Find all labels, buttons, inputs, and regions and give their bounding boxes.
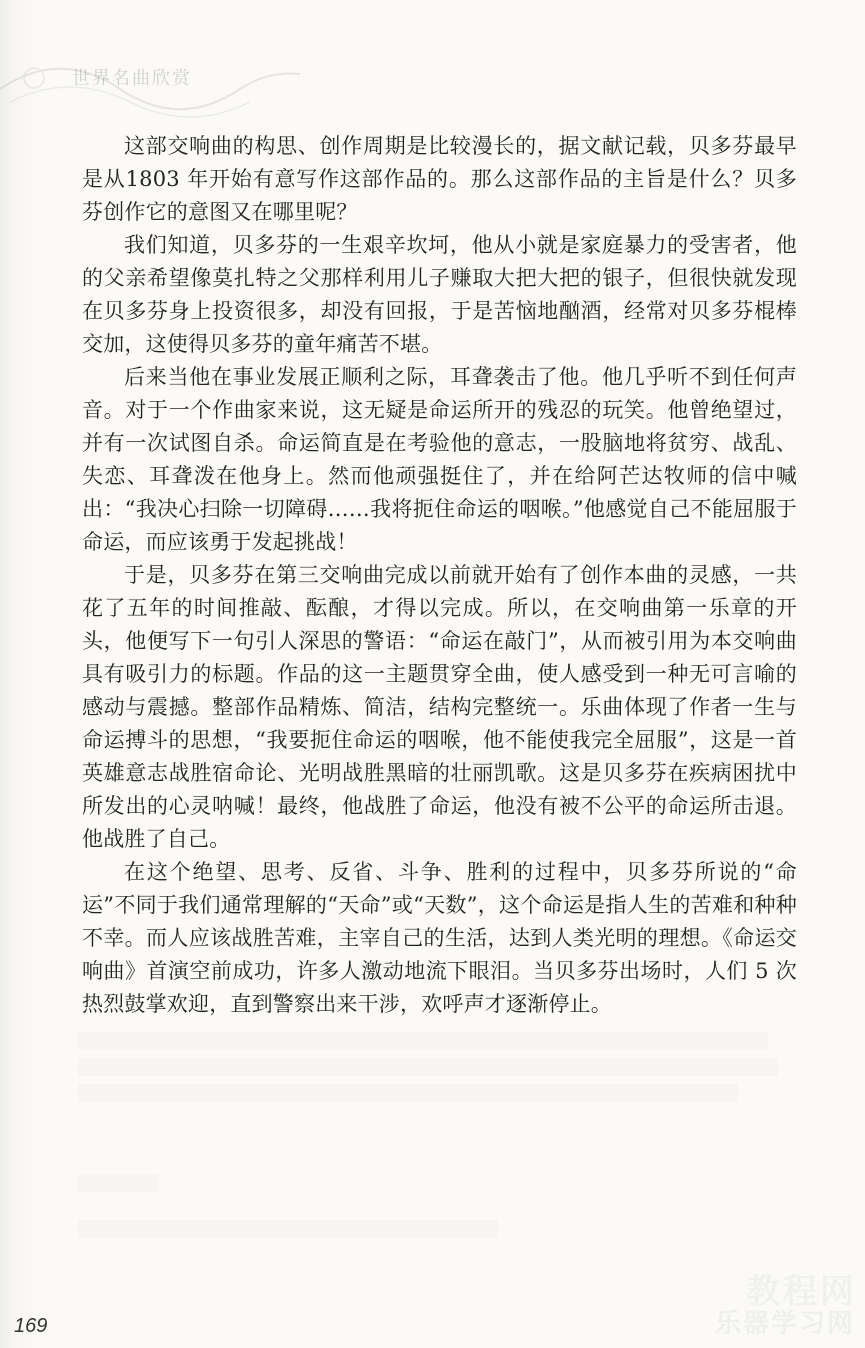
- paragraph: 这部交响曲的构思、创作周期是比较漫长的，据文献记载，贝多芬最早是从1803 年开始有意写作这部作品的。那么这部作品的主旨是什么？贝多芬创作它的意图又在哪里呢？: [82, 134, 797, 224]
- article-body: [82, 130, 797, 1021]
- paragraph: 我们知道，贝多芬的一生艰辛坎坷，他从小就是家庭暴力的受害者，他的父亲希望像莫扎特之父那样利用儿子赚取大把大把的银子，但很快就发现在贝多芬身上投资很多，却没有回报，于是苦恼地酗酒，经常对贝多芬棍棒交加，这使得贝多芬的童年痛苦不堪。: [82, 233, 797, 356]
- show-through-line: [78, 1058, 778, 1076]
- paragraph: 于是，贝多芬在第三交响曲完成以前就开始有了创作本曲的灵感，一共花了五年的时间推敲、酝酿，才得以完成。所以，在交响曲第一乐章的开头，他便写下一句引人深思的警语：“命运在敲门”，从而被引用为本交响曲具有吸引力的标题。作品的这一主题贯穿全曲，使人感受到一种无可言喻的感动与震撼。整部作品精炼、简洁，结构完整统一。乐曲体现了作者一生与命运搏斗的思想，“我要扼住命运的咽喉，他不能使我完全屈服”，这是一首英雄意志战胜宿命论、光明战胜黑暗的壮丽凯歌。这是贝多芬在疾病困扰中所发出的心灵呐喊！最终，他战胜了命运，他没有被不公平的命运所击退。他战胜了自己。: [82, 563, 797, 851]
- watermark-sub-text: 乐器学习网: [714, 1309, 855, 1339]
- show-through-line: [78, 1220, 498, 1238]
- page-header-title: 世界名曲欣赏: [72, 68, 192, 89]
- show-through-line: [78, 1032, 768, 1050]
- paragraph: 后来当他在事业发展正顺利之际，耳聋袭击了他。他几乎听不到任何声音。对于一个作曲家来说，这无疑是命运所开的残忍的玩笑。他曾绝望过，并有一次试图自杀。命运简直是在考验他的意志，一股脑地将贫穷、战乱、失恋、耳聋泼在他身上。然而他顽强挺住了，并在给阿芒达牧师的信中喊出：“我决心扫除一切障碍……我将扼住命运的咽喉。”他感觉自己不能屈服于命运，而应该勇于发起挑战！: [82, 365, 797, 554]
- page-number: 169: [14, 1315, 48, 1337]
- watermark-main-text: 教程网: [746, 1272, 857, 1312]
- paragraph: 在这个绝望、思考、反省、斗争、胜利的过程中，贝多芬所说的“命运”不同于我们通常理解的“天命”或“天数”，这个命运是指人生的苦难和种种不幸。而人应该战胜苦难，主宰自己的生活，达到人类光明的理想。《命运交响曲》首演空前成功，许多人激动地流下眼泪。当贝多芬出场时，人们 5 次热烈鼓掌欢迎，直到警察出来干涉，欢呼声才逐渐停止。: [82, 860, 797, 1016]
- show-through-line: [78, 1084, 738, 1102]
- site-watermark: [655, 1256, 865, 1348]
- show-through-line: [78, 1174, 158, 1192]
